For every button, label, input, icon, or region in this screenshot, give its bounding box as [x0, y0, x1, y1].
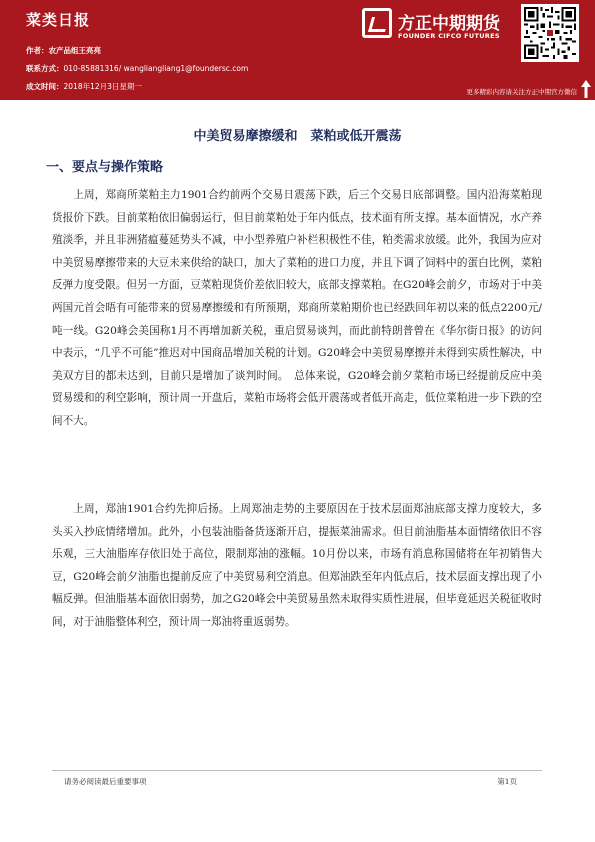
document-title: 中美贸易摩擦缓和 菜粕或低开震荡 — [193, 129, 402, 144]
page-number: 第1页 — [497, 777, 517, 786]
company-logo — [362, 8, 522, 48]
author-line — [26, 45, 101, 56]
wechat-promo: 更多精彩内容请关注方正中期官方微信 — [466, 88, 577, 96]
author-name: 农产品组王亮亮 — [48, 46, 101, 55]
section-heading: 一、要点与操作策略 — [46, 160, 164, 175]
logo-english-name: FOUNDER CIFCO FUTURES — [398, 32, 500, 40]
report-header — [0, 0, 595, 100]
author-label: 作者： — [26, 46, 49, 55]
logo-mark-icon — [362, 8, 392, 38]
logo-chinese-name: 方正中期期货 — [398, 14, 500, 34]
body-paragraph-rapeseed-oil: 上周，郑油1901合约先抑后扬。上周郑油走势的主要原因在于技术层面郑油底部支撑力度较大，多头买入抄底情绪增加。此外，小包装油脂备货逐渐开启，提振菜油需求。但目前油脂基本面情绪依旧不容乐观，三大油脂库存依旧处于高位，限制郑油的涨幅。10月份以来，市场有消息称国储将在年初销售大豆，G20峰会前夕油脂也提前反应了中美贸易利空消息。但郑油跌至年内低点后，技术层面支撑出现了小幅反弹。但油脂基本面依旧弱势，加之G20峰会中美贸易虽然未取得实质性进展，但毕竟延迟关税征收时间，对于油脂整体利空，预计周一郑油将重返弱势。 — [52, 503, 542, 628]
contact-info: 010-85881316/ wangliangliang1@foundersc.com — [63, 64, 249, 73]
date-line — [26, 81, 142, 92]
report-type: 菜类日报 — [26, 11, 91, 29]
body-paragraph-rapeseed-meal: 上周，郑商所菜粕主力1901合约前两个交易日震荡下跌，后三个交易日底部调整。国内沿海菜粕现货报价下跌。目前菜粕依旧偏弱运行，但目前菜粕处于年内低点，技术面有所支撑。基本面情况，水产养殖淡季，并且非洲猪瘟蔓延势头不减，中小型养殖户补栏积极性不佳，粕类需求放缓。此外，我国为应对中美贸易摩擦带来的大豆未来供给的缺口，加大了菜粕的进口力度，并且下调了饲料中的蛋白比例，菜粕反弹力度受限。但另一方面，豆菜粕现货价差依旧较大，底部支撑菜粕。在G20峰会前夕，市场对于中美两国元首会晤有可能带来的贸易摩擦缓和有所预期，郑商所菜粕期价也已经跌回年初以来的低点2200元/吨一线。G20峰会美国称1月不再增加新关税，重启贸易谈判，而此前特朗普曾在《华尔街日报》的访问中表示，“几乎不可能”推迟对中国商品增加关税的计划。G20峰会中美贸易摩擦并未得到实质性解决，中美双方目的都未达到，目前只是增加了谈判时间。 总体来说，G20峰会前夕菜粕市场已经提前反应中美贸易缓和的利空影响，预计周一开盘后，菜粕市场将会低开震荡或者低开高走，低位菜粕进一步下跌的空间不大。 — [52, 189, 542, 427]
footer-disclaimer: 请务必阅读最后重要事项 — [64, 777, 147, 786]
report-date: 2018年12月3日星期一 — [63, 82, 142, 91]
footer-divider — [52, 770, 542, 771]
contact-label: 联系方式： — [26, 64, 64, 73]
date-label: 成文时间： — [26, 82, 64, 91]
up-arrow-icon — [581, 80, 591, 98]
contact-line — [26, 63, 248, 74]
qr-code-icon — [521, 4, 579, 62]
